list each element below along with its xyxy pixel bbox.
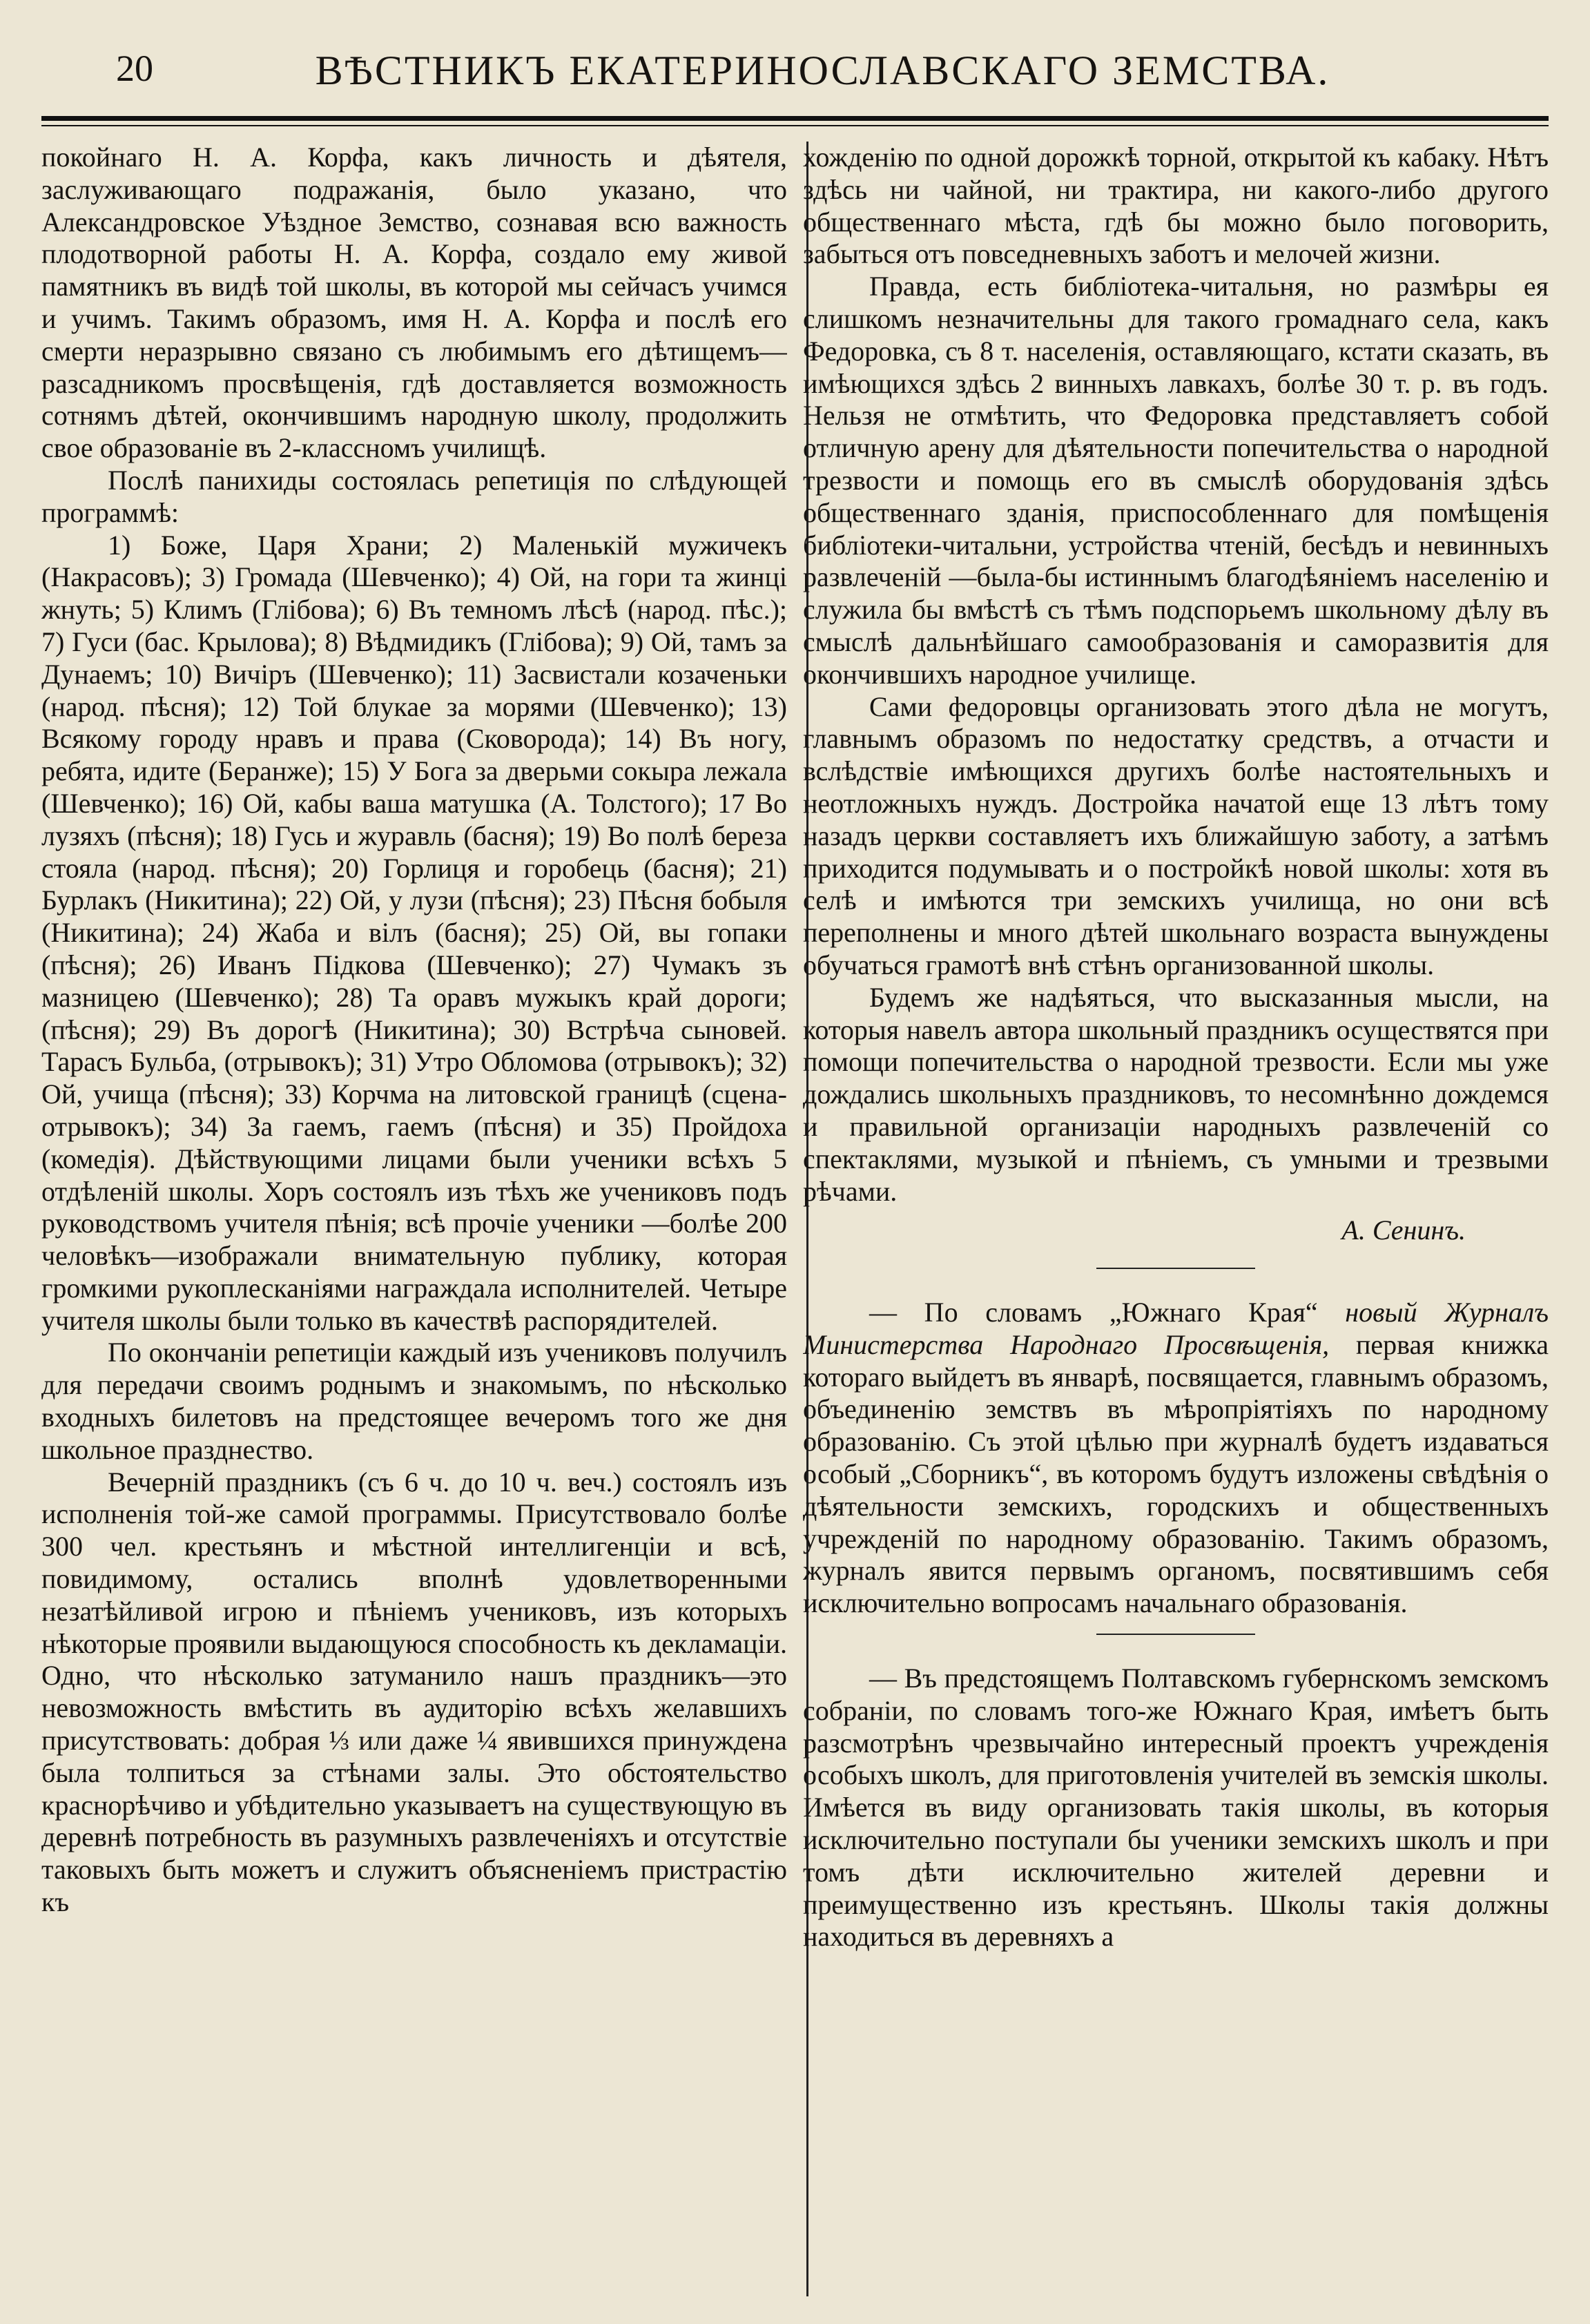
news-note bbox=[803, 1297, 1549, 1620]
note-body: первая книжка котораго выйдетъ въ январѣ, посвящается, главнымъ образомъ, объединенію земствъ въ мѣропріятіяхъ по народному образованію. Съ этой цѣлью при журналѣ будетъ издаваться особый „Сборникъ“, въ которомъ будутъ изложены свѣдѣнія о дѣятельности земскихъ, городскихъ и общественныхъ учрежденій по народному образованію. Такимъ образомъ, журналъ явится первымъ органомъ, посвятившимъ себя исключительно вопросамъ начальнаго образованія. bbox=[803, 1328, 1549, 1619]
paragraph: хожденію по одной дорожкѣ торной, открытой къ кабаку. Нѣтъ здѣсь ни чайной, ни трактира, ни какого-либо другого общественнаго мѣста, гдѣ бы можно было поговорить, забыться отъ повседневныхъ заботъ и мелочей жизни. bbox=[803, 142, 1549, 270]
paragraph: Сами федоровцы организовать этого дѣла не могутъ, главнымъ образомъ по недостатку средствъ, а отчасти и вслѣдствіе имѣющихся другихъ болѣе настоятельныхъ и неотложныхъ нуждъ. Достройка начатой еще 13 лѣтъ тому назадъ церкви составляетъ ихъ ближайшую заботу, а затѣмъ приходится подумывать и о постройкѣ новой школы: хотя въ селѣ и имѣются три земскихъ училища, но они всѣ переполнены и много дѣтей школьнаго возраста вынуждены обучаться грамотѣ внѣ стѣнъ организованной школы. bbox=[803, 690, 1549, 980]
left-column bbox=[41, 142, 787, 2296]
text-columns bbox=[41, 142, 1549, 2296]
note-journal-title: новый Журналъ Министерства Народнаго Просвѣщенія, bbox=[803, 1297, 1549, 1360]
paragraph: По окончаніи репетиціи каждый изъ учениковъ получилъ для передачи своимъ роднымъ и знакомымъ, по нѣсколько входныхъ билетовъ на предстоящее вечеромъ того же дня школьное празднество. bbox=[41, 1337, 787, 1465]
paragraph: покойнаго Н. А. Корфа, какъ личность и дѣятеля, заслуживающаго подражанія, было указано, что Александровское Уѣздное Земство, сознавая всю важность плодотворной работы Н. А. Корфа, создало ему живой памятникъ въ видѣ той школы, въ которой мы сейчасъ учимся и учимъ. Такимъ образомъ, имя Н. А. Корфа и послѣ его смерти неразрывно связано съ любимымъ его дѣтищемъ—разсадникомъ просвѣщенія, гдѣ доставляется возможность сотнямъ дѣтей, окончившимъ народную школу, продолжить свое образованіе въ 2-классномъ училищѣ. bbox=[41, 142, 787, 464]
section-divider bbox=[1096, 1268, 1255, 1269]
paragraph: Будемъ же надѣяться, что высказанныя мысли, на которыя навелъ автора школьный праздникъ осуществятся при помощи попечительства о народной трезвости. Если мы уже дождались школьныхъ праздниковъ, то несомнѣнно дождемся и правильной организаціи народныхъ развлеченій со спектаклями, музыкой и пѣніемъ, съ умными и трезвыми рѣчами. bbox=[803, 981, 1549, 1207]
note-lead: — По словамъ „Южнаго Края“ bbox=[869, 1297, 1346, 1328]
page-header bbox=[35, 28, 1555, 104]
author-signature: А. Сенинъ. bbox=[1341, 1214, 1466, 1246]
header-rule-thin bbox=[41, 125, 1549, 126]
paragraph: Вечерній праздникъ (съ 6 ч. до 10 ч. веч.) состоялъ изъ исполненія той-же самой программы. Присутствовало болѣе 300 чел. крестьянъ и мѣстной интеллигенціи и всѣ, повидимому, остались вполнѣ удовлетворенными незатѣйливой игрою и пѣніемъ учениковъ, изъ которыхъ нѣкоторые проявили выдающуюся способность къ декламаціи. Одно, что нѣсколько затуманило нашъ праздникъ—это невозможность вмѣстить въ аудиторію всѣхъ желавшихъ присутствовать: добрая ⅓ или даже ¼ явившихся принуждена была толпиться за стѣнами залы. Это обстоятельство краснорѣчиво и убѣдительно указываетъ на существующую въ деревнѣ потребность въ разумныхъ развлеченіяхъ и отсутствіе таковыхъ быть можетъ и служитъ объясненіемъ пристрастію къ bbox=[41, 1466, 787, 1918]
program-list: 1) Боже, Царя Храни; 2) Маленькій мужичекъ (Накрасовъ); 3) Громада (Шевченко); 4) Ой, на гори та жинці жнуть; 5) Климъ (Глібова); 6) Въ темномъ лѣсѣ (народ. пѣс.); 7) Гуси (бас. Крылова); 8) Вѣдмидикъ (Глібова); 9) Ой, тамъ за Дунаемъ; 10) Вичіръ (Шевченко); 11) Засвистали козаченьки (народ. пѣсня); 12) Той блукае за морями (Шевченко); 13) Всякому городу нравъ и права (Сковорода); 14) Въ ногу, ребята, идите (Беранже); 15) У Бога за дверьми сокыра лежала (Шевченко); 16) Ой, кабы ваша матушка (А. Толстого); 17 Во лузяхъ (пѣсня); 18) Гусь и журавль (басня); 19) Во полѣ береза стояла (народ. пѣсня); 20) Горлиця и горобець (басня); 21) Бурлакъ (Никитина); 22) Ой, у лузи (пѣсня); 23) Пѣсня бобыля (Никитина); 24) Жаба и вілъ (басня); 25) Ой, вы гопаки (пѣсня); 26) Иванъ Підкова (Шевченко); 27) Чумакъ зъ мазницею (Шевченко); 28) Та оравъ мужыкъ край дороги; (пѣсня); 29) Въ дорогѣ (Никитина); 30) Встрѣча сыновей. Тарасъ Бульба, (отрывокъ); 31) Утро Обломова (отрывокъ); 32) Ой, учища (пѣсня); 33) Корчма на литовской границѣ (сцена-отрывокъ); 34) За гаемъ, гаемъ (пѣсня) и 35) Пройдоха (комедія). Дѣйствующими лицами были ученики всѣхъ 5 отдѣленій школы. Хоръ состоялъ изъ тѣхъ же учениковъ подъ руководствомъ учителя пѣнія; всѣ прочіе ученики —болѣе 200 человѣкъ—изображали внимательную публику, которая громкими рукоплесканіями награждала исполнителей. Четыре учителя школы были только въ качествѣ распорядителей. bbox=[41, 529, 787, 1336]
paragraph: Послѣ панихиды состоялась репетиція по слѣдующей программѣ: bbox=[41, 464, 787, 528]
header-rule-thick bbox=[41, 116, 1549, 121]
paragraph: Правда, есть библіотека-читальня, но размѣры ея слишкомъ незначительны для такого громаднаго села, какъ Федоровка, съ 8 т. населенія, оставляющаго, кстати сказать, въ имѣющихся здѣсь 2 винныхъ лавкахъ, болѣе 30 т. р. въ годъ. Нельзя не отмѣтить, что Федоровка представляетъ собой отличную арену для дѣятельности попечительства о народной трезвости и помощь его въ смыслѣ оборудованія здѣсь общественнаго зданія, приспособленнаго для помѣщенія библіотеки-читальни, устройства чтеній, бесѣдъ и невинныхъ развлеченій —была-бы истиннымъ благодѣяніемъ населенію и служила бы вмѣстѣ съ тѣмъ подспорьемъ школьному дѣлу въ смыслѣ дальнѣйшаго самообразованія и саморазвитія для окончившихъ народное училище. bbox=[803, 271, 1549, 690]
news-note: — Въ предстоящемъ Полтавскомъ губернскомъ земскомъ собраніи, по словамъ того-же Южнаго Края, имѣетъ быть разсмотрѣнъ чрезвычайно интересный проектъ учрежденія особыхъ школъ, для приготовленія учителей въ земскія школы. Имѣется въ виду организовать такія школы, въ которыя исключительно поступали бы ученики земскихъ школъ и при томъ дѣти исключительно жителей деревни и преимущественно изъ крестьянъ. Школы такія должны находиться въ деревняхъ а bbox=[803, 1663, 1549, 1953]
journal-title: ВѢСТНИКЪ ЕКАТЕРИНОСЛАВСКАГО ЗЕМСТВА. bbox=[315, 48, 1330, 93]
page-number: 20 bbox=[116, 48, 153, 89]
section-divider bbox=[1096, 1634, 1255, 1635]
right-column bbox=[803, 142, 1549, 2296]
